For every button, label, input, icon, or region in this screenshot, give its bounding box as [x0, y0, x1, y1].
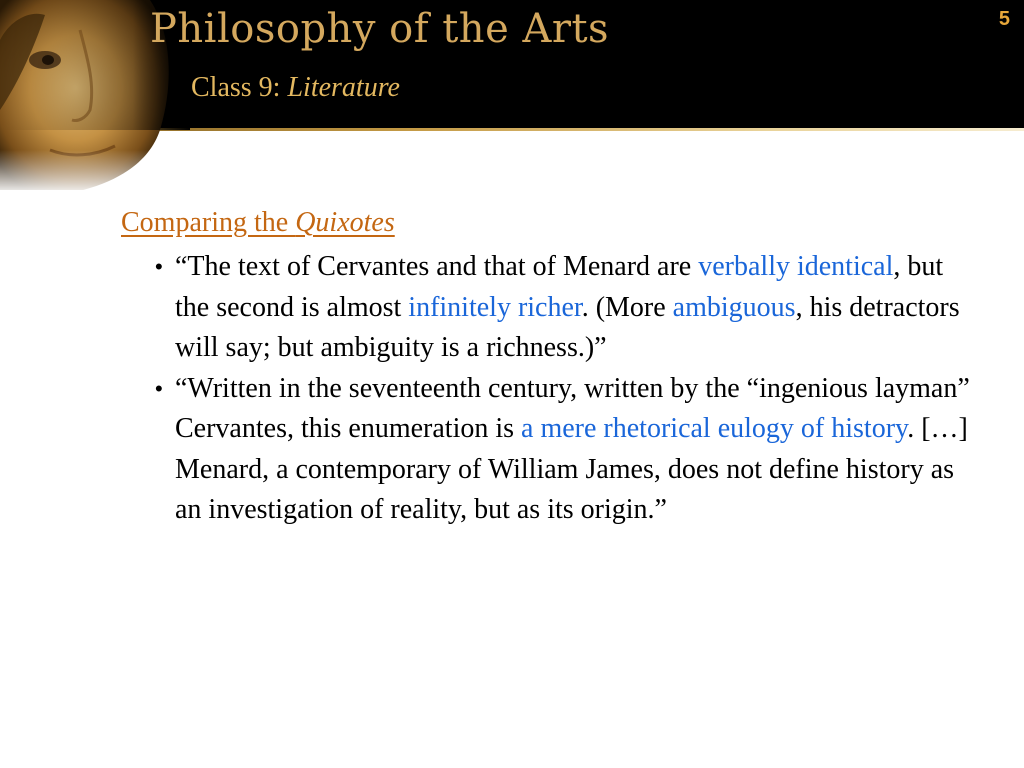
bullet-item — [121, 247, 981, 369]
section-heading — [121, 205, 981, 241]
quote-text: , but the second is almost — [175, 251, 944, 323]
quote-text: . […] Menard, a contemporary of William James, does not define history as an investigation of reality, but as its origin.” — [175, 413, 968, 525]
slide-header — [0, 0, 1024, 190]
highlighted-phrase: infinitely richer — [408, 291, 582, 323]
heading-prefix: Comparing the — [121, 207, 296, 238]
bullet-dot-icon: • — [155, 375, 163, 401]
presentation-title: Philosophy of the Arts — [150, 6, 610, 52]
subtitle-topic: Literature — [287, 72, 400, 103]
slide-number: 5 — [998, 8, 1010, 30]
highlighted-phrase: a mere rhetorical eulogy of history — [521, 413, 908, 444]
heading-emphasis: Quixotes — [295, 207, 395, 238]
highlighted-phrase: verbally identical — [698, 251, 894, 282]
quote-text: , his detractors will say; but ambiguity is a richness.)” — [175, 291, 960, 363]
bullet-dot-icon: • — [155, 254, 163, 279]
bullet-item — [121, 369, 981, 531]
quote-text: “The text of Cervantes and that of Menard are — [175, 251, 699, 282]
highlighted-phrase: ambiguous — [672, 291, 796, 323]
slide-content — [121, 205, 981, 531]
class-subtitle — [191, 72, 400, 104]
quote-text: . (More — [581, 291, 673, 323]
subtitle-prefix: Class 9: — [191, 72, 288, 103]
quote-text: “Written in the seventeenth century, written by the “ingenious layman” Cervantes, this enumeration is — [175, 372, 970, 444]
bullet-list — [121, 247, 981, 531]
